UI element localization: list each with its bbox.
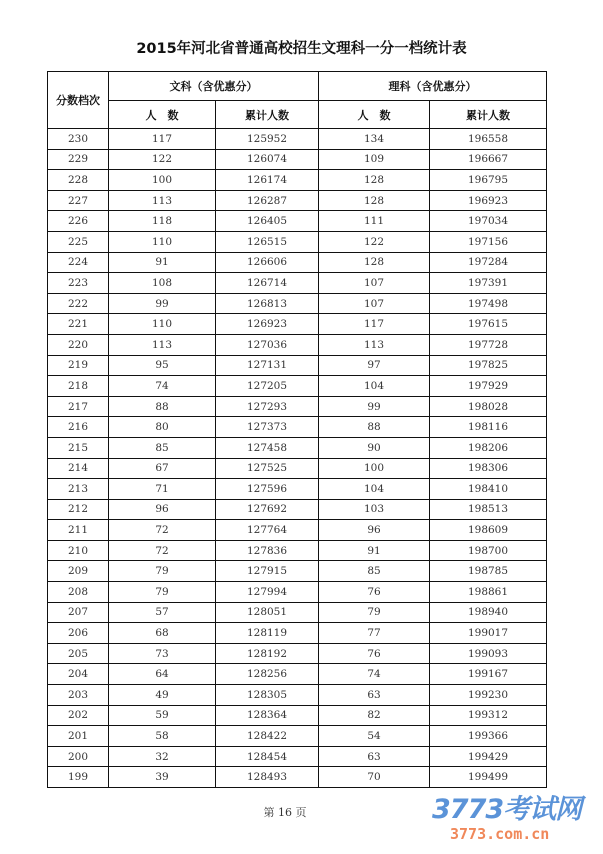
cell-science-count: 100 <box>319 458 430 479</box>
cell-score: 206 <box>48 623 109 644</box>
cell-science-count: 74 <box>319 664 430 685</box>
cell-score: 211 <box>48 520 109 541</box>
cell-liberal-count: 59 <box>109 705 216 726</box>
cell-science-count: 104 <box>319 479 430 500</box>
cell-liberal-cumulative: 128454 <box>216 746 319 767</box>
cell-liberal-count: 72 <box>109 540 216 561</box>
cell-science-cumulative: 197929 <box>430 376 547 397</box>
cell-science-cumulative: 199230 <box>430 685 547 706</box>
cell-science-cumulative: 197284 <box>430 252 547 273</box>
table-row <box>48 623 547 644</box>
table-row <box>48 685 547 706</box>
cell-science-cumulative: 197156 <box>430 231 547 252</box>
table-row <box>48 170 547 191</box>
cell-science-count: 91 <box>319 540 430 561</box>
cell-score: 218 <box>48 376 109 397</box>
cell-science-count: 63 <box>319 746 430 767</box>
cell-score: 213 <box>48 479 109 500</box>
cell-liberal-cumulative: 126287 <box>216 190 319 211</box>
cell-score: 215 <box>48 437 109 458</box>
cell-science-cumulative: 197825 <box>430 355 547 376</box>
cell-score: 229 <box>48 149 109 170</box>
cell-score: 224 <box>48 252 109 273</box>
table-row <box>48 643 547 664</box>
table-row <box>48 705 547 726</box>
table-row <box>48 149 547 170</box>
table-row <box>48 376 547 397</box>
cell-liberal-count: 64 <box>109 664 216 685</box>
cell-liberal-cumulative: 126515 <box>216 231 319 252</box>
cell-science-count: 113 <box>319 334 430 355</box>
cell-liberal-count: 71 <box>109 479 216 500</box>
cell-score: 227 <box>48 190 109 211</box>
cell-liberal-count: 91 <box>109 252 216 273</box>
cell-science-cumulative: 199167 <box>430 664 547 685</box>
cell-science-count: 104 <box>319 376 430 397</box>
cell-liberal-count: 118 <box>109 211 216 232</box>
cell-science-count: 107 <box>319 273 430 294</box>
header-science-count: 人 数 <box>319 101 430 129</box>
cell-science-count: 70 <box>319 767 430 788</box>
cell-liberal-count: 108 <box>109 273 216 294</box>
table-row <box>48 602 547 623</box>
cell-liberal-count: 95 <box>109 355 216 376</box>
cell-science-count: 122 <box>319 231 430 252</box>
table-row <box>48 437 547 458</box>
cell-liberal-count: 67 <box>109 458 216 479</box>
cell-science-count: 111 <box>319 211 430 232</box>
cell-liberal-cumulative: 128422 <box>216 726 319 747</box>
cell-liberal-count: 79 <box>109 561 216 582</box>
cell-liberal-count: 68 <box>109 623 216 644</box>
cell-science-count: 134 <box>319 129 430 150</box>
cell-score: 203 <box>48 685 109 706</box>
table-row <box>48 314 547 335</box>
cell-science-count: 99 <box>319 396 430 417</box>
table-row <box>48 664 547 685</box>
cell-liberal-count: 80 <box>109 417 216 438</box>
cell-liberal-cumulative: 127596 <box>216 479 319 500</box>
cell-liberal-cumulative: 127131 <box>216 355 319 376</box>
cell-score: 228 <box>48 170 109 191</box>
table-row <box>48 746 547 767</box>
table-row <box>48 252 547 273</box>
score-distribution-table <box>47 71 547 788</box>
cell-liberal-count: 57 <box>109 602 216 623</box>
table-row <box>48 293 547 314</box>
cell-science-count: 109 <box>319 149 430 170</box>
cell-science-cumulative: 199093 <box>430 643 547 664</box>
cell-liberal-count: 96 <box>109 499 216 520</box>
cell-liberal-cumulative: 126606 <box>216 252 319 273</box>
cell-score: 217 <box>48 396 109 417</box>
cell-science-count: 79 <box>319 602 430 623</box>
cell-liberal-cumulative: 125952 <box>216 129 319 150</box>
table-row <box>48 540 547 561</box>
table-row <box>48 582 547 603</box>
cell-score: 200 <box>48 746 109 767</box>
cell-science-count: 97 <box>319 355 430 376</box>
cell-liberal-count: 88 <box>109 396 216 417</box>
cell-score: 209 <box>48 561 109 582</box>
cell-liberal-count: 58 <box>109 726 216 747</box>
cell-science-cumulative: 198513 <box>430 499 547 520</box>
cell-score: 212 <box>48 499 109 520</box>
cell-science-count: 103 <box>319 499 430 520</box>
cell-score: 225 <box>48 231 109 252</box>
cell-score: 223 <box>48 273 109 294</box>
cell-liberal-cumulative: 128256 <box>216 664 319 685</box>
cell-score: 208 <box>48 582 109 603</box>
cell-science-cumulative: 198940 <box>430 602 547 623</box>
cell-liberal-cumulative: 127458 <box>216 437 319 458</box>
cell-score: 222 <box>48 293 109 314</box>
cell-science-count: 90 <box>319 437 430 458</box>
cell-science-cumulative: 198116 <box>430 417 547 438</box>
cell-liberal-count: 39 <box>109 767 216 788</box>
cell-liberal-count: 100 <box>109 170 216 191</box>
cell-science-cumulative: 198785 <box>430 561 547 582</box>
cell-science-count: 54 <box>319 726 430 747</box>
cell-science-cumulative: 198306 <box>430 458 547 479</box>
watermark-line1: 3773考试网 <box>432 794 582 825</box>
table-row <box>48 479 547 500</box>
cell-science-cumulative: 198410 <box>430 479 547 500</box>
cell-science-cumulative: 198861 <box>430 582 547 603</box>
cell-score: 205 <box>48 643 109 664</box>
cell-science-cumulative: 197615 <box>430 314 547 335</box>
cell-liberal-cumulative: 127036 <box>216 334 319 355</box>
cell-liberal-cumulative: 126074 <box>216 149 319 170</box>
cell-science-count: 76 <box>319 582 430 603</box>
cell-liberal-count: 85 <box>109 437 216 458</box>
header-liberal-arts: 文科（含优惠分） <box>109 72 319 101</box>
table-row <box>48 211 547 232</box>
cell-liberal-cumulative: 127836 <box>216 540 319 561</box>
cell-score: 216 <box>48 417 109 438</box>
cell-score: 220 <box>48 334 109 355</box>
cell-liberal-cumulative: 127764 <box>216 520 319 541</box>
cell-liberal-count: 99 <box>109 293 216 314</box>
cell-science-count: 88 <box>319 417 430 438</box>
cell-liberal-cumulative: 126405 <box>216 211 319 232</box>
cell-science-count: 85 <box>319 561 430 582</box>
cell-score: 219 <box>48 355 109 376</box>
table-row <box>48 273 547 294</box>
cell-science-cumulative: 196795 <box>430 170 547 191</box>
header-science: 理科（含优惠分） <box>319 72 547 101</box>
table-row <box>48 334 547 355</box>
cell-science-count: 76 <box>319 643 430 664</box>
cell-science-cumulative: 198028 <box>430 396 547 417</box>
page-title: 2015年河北省普通高校招生文理科一分一档统计表 <box>136 41 467 57</box>
header-liberal-count: 人 数 <box>109 101 216 129</box>
table-row <box>48 726 547 747</box>
header-liberal-cumulative: 累计人数 <box>216 101 319 129</box>
cell-liberal-cumulative: 127205 <box>216 376 319 397</box>
table-row <box>48 767 547 788</box>
cell-science-count: 128 <box>319 170 430 191</box>
cell-liberal-count: 117 <box>109 129 216 150</box>
cell-liberal-count: 79 <box>109 582 216 603</box>
cell-score: 226 <box>48 211 109 232</box>
cell-liberal-cumulative: 126714 <box>216 273 319 294</box>
cell-science-cumulative: 197034 <box>430 211 547 232</box>
cell-science-count: 82 <box>319 705 430 726</box>
cell-science-cumulative: 196558 <box>430 129 547 150</box>
cell-liberal-cumulative: 126813 <box>216 293 319 314</box>
header-score: 分数档次 <box>48 72 109 129</box>
cell-liberal-count: 32 <box>109 746 216 767</box>
cell-science-cumulative: 198206 <box>430 437 547 458</box>
cell-liberal-cumulative: 127525 <box>216 458 319 479</box>
table-row <box>48 129 547 150</box>
cell-liberal-cumulative: 128119 <box>216 623 319 644</box>
cell-liberal-cumulative: 128305 <box>216 685 319 706</box>
cell-score: 230 <box>48 129 109 150</box>
cell-liberal-count: 72 <box>109 520 216 541</box>
cell-liberal-cumulative: 126923 <box>216 314 319 335</box>
cell-liberal-count: 113 <box>109 190 216 211</box>
cell-liberal-cumulative: 128364 <box>216 705 319 726</box>
table-row <box>48 499 547 520</box>
watermark-logo <box>432 795 603 843</box>
table-row <box>48 231 547 252</box>
header-science-cumulative: 累计人数 <box>430 101 547 129</box>
cell-score: 204 <box>48 664 109 685</box>
cell-science-count: 63 <box>319 685 430 706</box>
cell-science-cumulative: 196923 <box>430 190 547 211</box>
cell-liberal-cumulative: 126174 <box>216 170 319 191</box>
cell-score: 207 <box>48 602 109 623</box>
cell-liberal-count: 74 <box>109 376 216 397</box>
cell-liberal-cumulative: 127994 <box>216 582 319 603</box>
table-row <box>48 190 547 211</box>
cell-science-count: 96 <box>319 520 430 541</box>
cell-liberal-count: 122 <box>109 149 216 170</box>
cell-science-count: 117 <box>319 314 430 335</box>
table-row <box>48 561 547 582</box>
cell-score: 221 <box>48 314 109 335</box>
cell-science-cumulative: 199366 <box>430 726 547 747</box>
cell-science-cumulative: 197498 <box>430 293 547 314</box>
page-number: 第 16 页 <box>263 806 307 819</box>
cell-science-count: 128 <box>319 190 430 211</box>
table-row <box>48 417 547 438</box>
cell-liberal-cumulative: 127373 <box>216 417 319 438</box>
cell-liberal-cumulative: 128192 <box>216 643 319 664</box>
cell-liberal-cumulative: 127692 <box>216 499 319 520</box>
watermark-line2: 3773.com.cn <box>450 825 550 843</box>
cell-score: 199 <box>48 767 109 788</box>
cell-science-cumulative: 198609 <box>430 520 547 541</box>
table-row <box>48 520 547 541</box>
cell-score: 214 <box>48 458 109 479</box>
cell-liberal-cumulative: 128051 <box>216 602 319 623</box>
cell-liberal-cumulative: 127915 <box>216 561 319 582</box>
cell-science-cumulative: 196667 <box>430 149 547 170</box>
cell-liberal-count: 73 <box>109 643 216 664</box>
table-row <box>48 458 547 479</box>
cell-science-cumulative: 197728 <box>430 334 547 355</box>
table-row <box>48 396 547 417</box>
cell-liberal-count: 110 <box>109 231 216 252</box>
cell-science-cumulative: 199017 <box>430 623 547 644</box>
cell-liberal-count: 113 <box>109 334 216 355</box>
cell-score: 202 <box>48 705 109 726</box>
cell-science-cumulative: 199429 <box>430 746 547 767</box>
cell-science-count: 107 <box>319 293 430 314</box>
cell-liberal-cumulative: 127293 <box>216 396 319 417</box>
cell-liberal-cumulative: 128493 <box>216 767 319 788</box>
cell-science-count: 77 <box>319 623 430 644</box>
table-row <box>48 355 547 376</box>
cell-science-cumulative: 199499 <box>430 767 547 788</box>
cell-science-cumulative: 197391 <box>430 273 547 294</box>
cell-score: 210 <box>48 540 109 561</box>
cell-score: 201 <box>48 726 109 747</box>
cell-science-cumulative: 198700 <box>430 540 547 561</box>
cell-liberal-count: 110 <box>109 314 216 335</box>
cell-liberal-count: 49 <box>109 685 216 706</box>
cell-science-count: 128 <box>319 252 430 273</box>
cell-science-cumulative: 199312 <box>430 705 547 726</box>
